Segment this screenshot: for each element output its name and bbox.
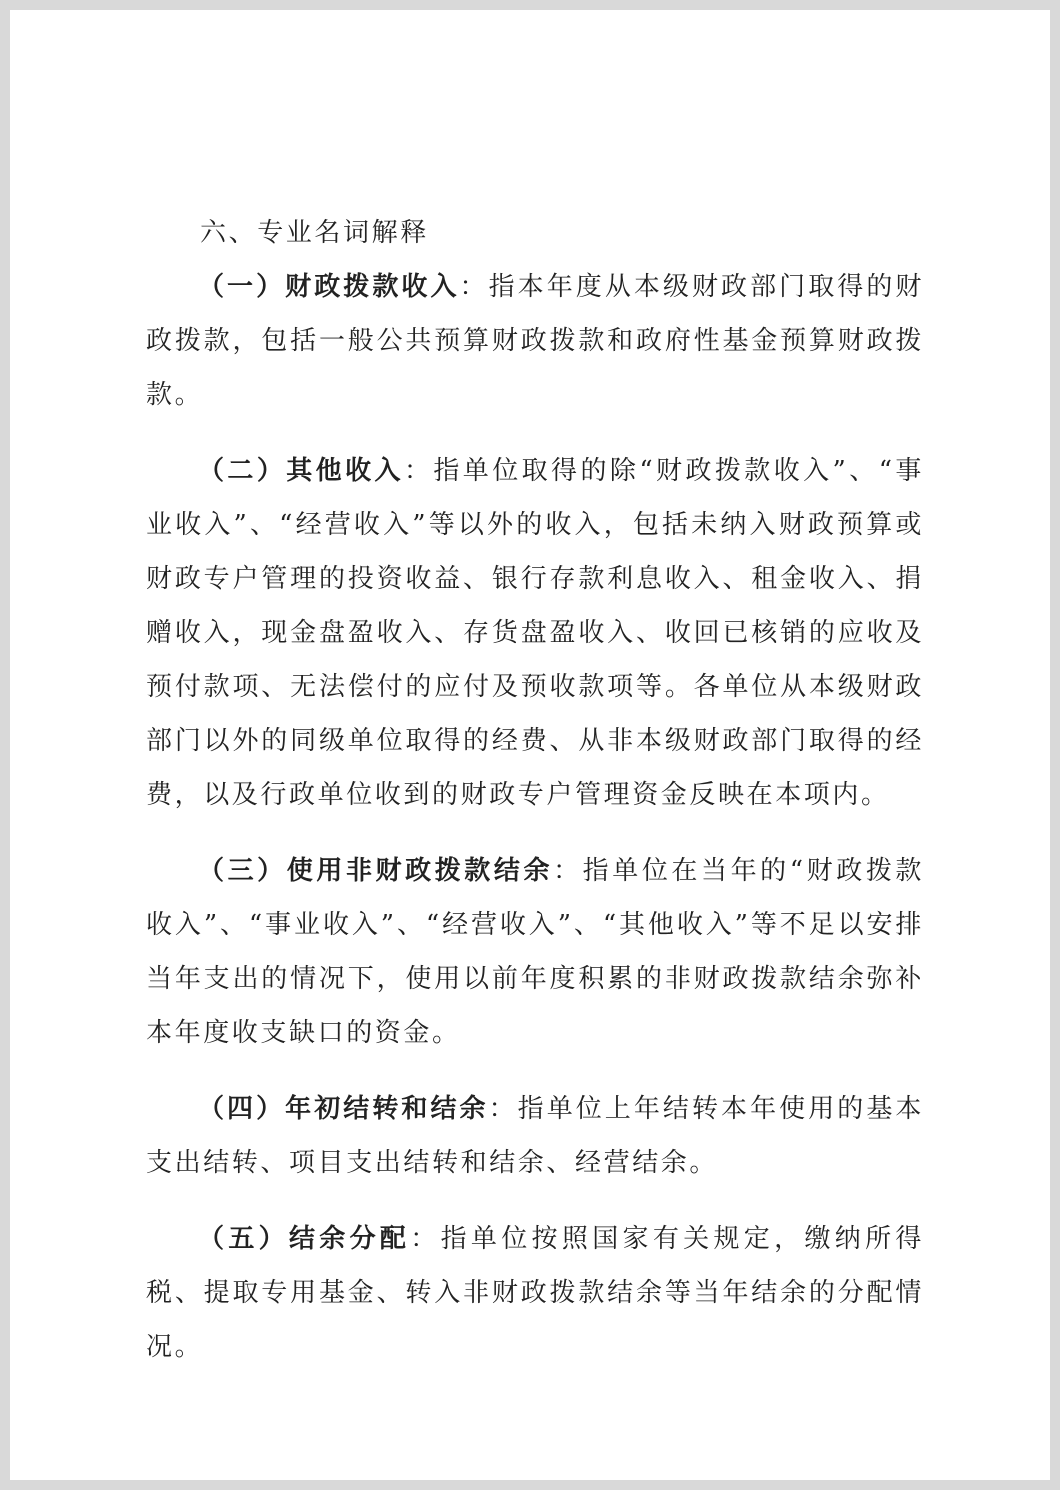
document-body [146, 206, 924, 1374]
term-definition: ：指单位在当年的“财政拨款收入”、“事业收入”、“经营收入”、“其他收入”等不足以安排当年支出的情况下，使用以前年度积累的非财政拨款结余弥补本年度收支缺口的资金。 [146, 856, 925, 1048]
section-heading: 六、专业名词解释 [200, 218, 429, 248]
document-page [10, 10, 1050, 1480]
definition-paragraph-2 [146, 444, 924, 822]
term-label: （五）结余分配 [198, 1224, 411, 1254]
term-label: （二）其他收入 [198, 456, 404, 486]
term-label: （三）使用非财政拨款结余 [198, 856, 554, 886]
definition-paragraph-3 [146, 844, 924, 1060]
term-label: （四）年初结转和结余 [198, 1094, 489, 1124]
term-definition: ：指单位上年结转本年使用的基本支出结转、项目支出结转和结余、经营结余。 [146, 1094, 924, 1178]
definition-paragraph-5 [146, 1212, 924, 1374]
term-label: （一）财政拨款收入 [198, 272, 460, 302]
term-definition: ：指单位取得的除“财政拨款收入”、“事业收入”、“经营收入”等以外的收入，包括未纳入财政预算或财政专户管理的投资收益、银行存款利息收入、租金收入、捐赠收入，现金盘盈收入、存货盘盈收入、收回已核销的应收及预付款项、无法偿付的应付及预收款项等。各单位从本级财政部门以外的同级单位取得的经费、从非本级财政部门取得的经费，以及行政单位收到的财政专户管理资金反映在本项内。 [146, 456, 925, 810]
term-definition: ：指本年度从本级财政部门取得的财政拨款，包括一般公共预算财政拨款和政府性基金预算财政拨款。 [146, 272, 924, 410]
term-definition: ：指单位按照国家有关规定，缴纳所得税、提取专用基金、转入非财政拨款结余等当年结余的分配情况。 [146, 1224, 925, 1362]
definition-paragraph-4 [146, 1082, 924, 1190]
definition-paragraph-1 [146, 260, 924, 422]
